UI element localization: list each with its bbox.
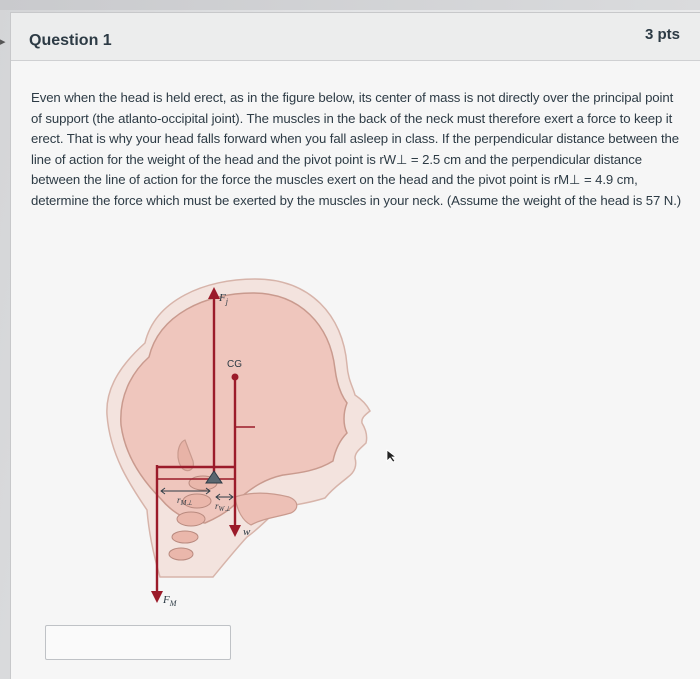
answer-input[interactable] bbox=[45, 625, 231, 660]
rm-label: $r_{M\perp}$ bbox=[177, 495, 193, 507]
question-title: Question 1 bbox=[29, 32, 112, 49]
question-card bbox=[10, 12, 700, 679]
question-marker-icon: ▸ bbox=[0, 36, 6, 48]
fj-label: $F_j$ bbox=[219, 292, 228, 306]
question-header bbox=[11, 13, 700, 61]
top-strip bbox=[0, 0, 700, 10]
cg-label: CG bbox=[227, 359, 242, 370]
rw-label: $r_{W\perp}$ bbox=[215, 501, 231, 513]
fm-arrowhead bbox=[151, 591, 163, 603]
mouse-cursor-icon bbox=[386, 449, 398, 463]
fm-label: $F_M$ bbox=[163, 594, 177, 608]
head-diagram bbox=[85, 265, 441, 627]
question-points: 3 pts bbox=[645, 26, 681, 43]
w-label: w bbox=[243, 526, 251, 538]
question-text: Even when the head is held erect, as in the figure below, its center of mass is not directly over the principal point of support (the atlanto-occipital joint). The muscles in the back of the neck must therefore exert a force to keep it erect. That is why your head falls forward when you fall asleep in class. If the perpendicular distance between the line of action for the weight of the head and the pivot point is rW⊥ = 2.5 cm and the perpendicular distance between the line of action for the force the muscles exert on the head and the pivot point is rM⊥ = 4.9 cm, determine the force which must be exerted by the muscles in your neck. (Assume the weight of the head is 57 N.) bbox=[31, 90, 682, 208]
